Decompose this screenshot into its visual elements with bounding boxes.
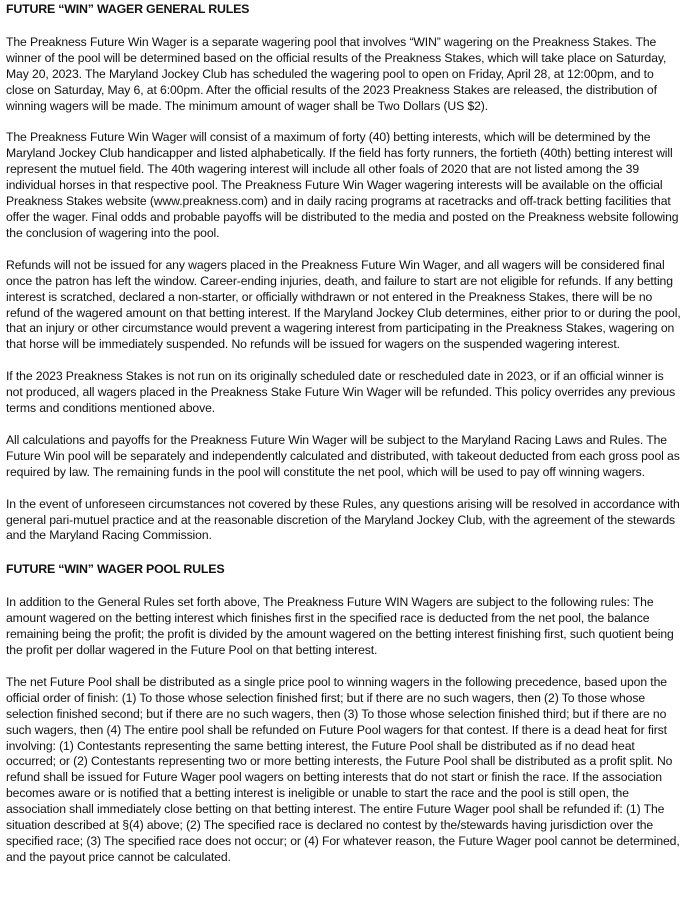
general-rules-paragraph-4: If the 2023 Preakness Stakes is not run on its originally scheduled date or rescheduled date in 2023, or if an official winner is not produced, all wagers placed in the Preakness Stake Future Win Wager will be refunded. This policy overrides any previous terms and conditions mentioned above.	[6, 369, 676, 416]
pool-rules-paragraph-2: The net Future Pool shall be distributed as a single price pool to winning wagers in the following precedence, based upon the official order of finish: (1) To those whose selection finished first; but if there are no such wagers, then (2) To those whose selection finished second; but if there are no such wagers, then (3) To those whose selection finished third; but if there are no such wagers, then (4) The entire pool shall be refunded on Future Pool wagers for that contest. If there is a dead heat for first involving: (1) Contestants representing the same betting interest, the Future Pool shall be distributed as if no dead heat occurred; or (2) Contestants representing two or more betting interests, the Future Pool shall be distributed as a profit split. No refund shall be issued for Future Wager pool wagers on betting interests that do not start or finish the race. If the association becomes aware or is notified that a betting interest is ineligible or unable to start the race and the pool is still open, the association shall immediately close betting on that betting interest. The entire Future Wager pool shall be refunded if: (1) The situation described at §(4) above; (2) The specified race is declared no contest by the/stewards having jurisdiction over the specified race; (3) The specified race does not occur; or (4) For whatever reason, the Future Wager pool cannot be determined, and the payout price cannot be calculated.	[6, 674, 680, 864]
pool-rules-paragraph-1: In addition to the General Rules set forth above, The Preakness Future WIN Wagers are subject to the following rules: The amount wagered on the betting interest which finishes first in the specified race is deducted from the net pool, the balance remaining being the profit; the profit is divided by the amount wagered on the betting interest finishing first, such quotient being the profit per dollar wagered in the Future Pool on that betting interest.	[6, 595, 674, 657]
pool-rules-heading: FUTURE “WIN” WAGER POOL RULES	[6, 562, 225, 577]
general-rules-paragraph-1: The Preakness Future Win Wager is a separate wagering pool that involves “WIN” wagering on the Preakness Stakes. The winner of the pool will be determined based on the official results of the Preakness Stakes, which will take place on Saturday, May 20, 2023. The Maryland Jockey Club has scheduled the wagering pool to open on Friday, April 28, at 12:00pm, and to close on Saturday, May 6, at 6:00pm. After the official results of the 2023 Preakness Stakes are released, the distribution of winning wagers will be made. The minimum amount of wager shall be Two Dollars (US $2).	[6, 34, 667, 113]
general-rules-heading: FUTURE “WIN” WAGER GENERAL RULES	[6, 2, 250, 16]
rules-document	[6, 0, 682, 866]
general-rules-paragraph-6: In the event of unforeseen circumstances not covered by these Rules, any questions arising will be resolved in accordance with general pari-mutuel practice and at the reasonable discretion of the Maryland Jockey Club, with the agreement of the stewards and the Maryland Racing Commission.	[6, 496, 680, 543]
general-rules-paragraph-5: All calculations and payoffs for the Preakness Future Win Wager will be subject to the Maryland Racing Laws and Rules. The Future Win pool will be separately and independently calculated and distributed, with takeout deducted from each gross pool as required by law. The remaining funds in the pool will constitute the net pool, which will be used to pay off winning wagers.	[6, 432, 680, 479]
general-rules-paragraph-2: The Preakness Future Win Wager will consist of a maximum of forty (40) betting interests, which will be determined by the Maryland Jockey Club handicapper and listed alphabetically. If the field has forty runners, the fortieth (40th) betting interest will represent the mutuel field. The 40th wagering interest will include all other foals of 2020 that are not listed among the 39 individual horses in that respective pool. The Preakness Future Win Wager wagering interests will be available on the official Preakness Stakes website (www.preakness.com) and in daily racing programs at racetracks and off-track betting facilities that offer the wager. Final odds and probable payoffs will be distributed to the media and posted on the Preakness website following the conclusion of wagering into the pool.	[6, 130, 679, 240]
general-rules-paragraph-3: Refunds will not be issued for any wagers placed in the Preakness Future Win Wager, and all wagers will be considered final once the patron has left the window. Career-ending injuries, death, and failure to start are not eligible for refunds. If any betting interest is scratched, declared a non-starter, or officially withdrawn or not entered in the Preakness Stakes, there will be no refund of the wagered amount on that betting interest. If the Maryland Jockey Club determines, either prior to or during the pool, that an injury or other circumstance would prevent a wagering interest from participating in the Preakness Stakes, wagering on that horse will be immediately suspended. No refunds will be issued for wagers on the suspended wagering interest.	[6, 257, 681, 352]
